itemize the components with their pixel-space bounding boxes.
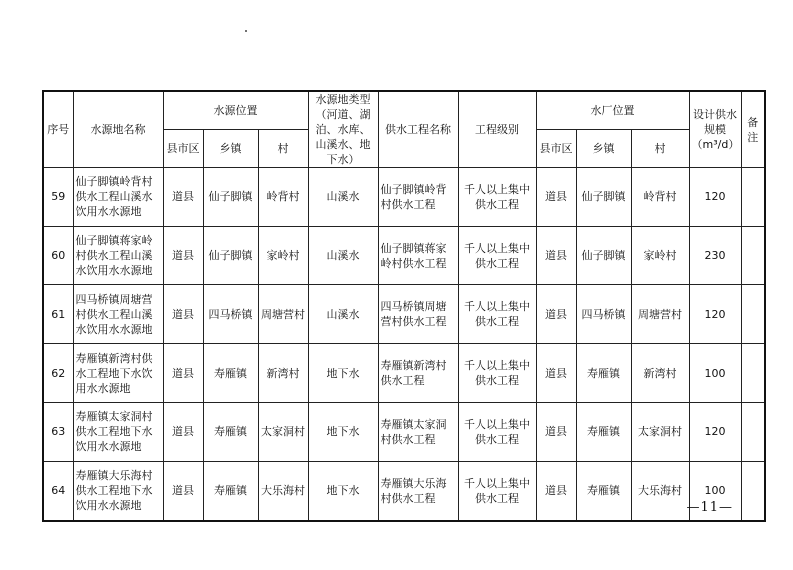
cell-source-name: 四马桥镇周塘营村供水工程山溪水饮用水水源地 bbox=[73, 285, 163, 344]
cell-project-level: 千人以上集中供水工程 bbox=[458, 285, 536, 344]
cell-project-name: 寿雁镇大乐海村供水工程 bbox=[378, 461, 458, 520]
table-row bbox=[43, 402, 765, 461]
header-county: 县市区 bbox=[163, 129, 203, 167]
cell-seq: 61 bbox=[43, 285, 73, 344]
cell-remark bbox=[741, 461, 765, 520]
cell-design-scale: 120 bbox=[689, 168, 741, 227]
cell-township: 寿雁镇 bbox=[203, 402, 258, 461]
cell-village: 新湾村 bbox=[258, 344, 308, 403]
cell-source-name: 寿雁镇大乐海村供水工程地下水饮用水水源地 bbox=[73, 461, 163, 520]
cell-seq: 62 bbox=[43, 344, 73, 403]
cell-seq: 64 bbox=[43, 461, 73, 520]
cell-village: 家岭村 bbox=[258, 226, 308, 285]
cell-village: 岭背村 bbox=[258, 168, 308, 227]
cell-plant-township: 仙子脚镇 bbox=[576, 226, 631, 285]
cell-county: 道县 bbox=[163, 402, 203, 461]
cell-plant-village: 新湾村 bbox=[631, 344, 689, 403]
water-source-table bbox=[42, 90, 766, 522]
cell-project-level: 千人以上集中供水工程 bbox=[458, 461, 536, 520]
cell-project-name: 仙子脚镇蒋家岭村供水工程 bbox=[378, 226, 458, 285]
cell-project-name: 仙子脚镇岭背村供水工程 bbox=[378, 168, 458, 227]
header-source-type-title: 水源地类型 bbox=[315, 93, 371, 106]
cell-plant-township: 四马桥镇 bbox=[576, 285, 631, 344]
header-plant-county: 县市区 bbox=[536, 129, 576, 167]
cell-county: 道县 bbox=[163, 226, 203, 285]
cell-source-name: 寿雁镇新湾村供水工程地下水饮用水水源地 bbox=[73, 344, 163, 403]
header-project-name: 供水工程名称 bbox=[378, 91, 458, 168]
cell-source-type: 山溪水 bbox=[308, 285, 378, 344]
cell-project-level: 千人以上集中供水工程 bbox=[458, 226, 536, 285]
cell-project-level: 千人以上集中供水工程 bbox=[458, 168, 536, 227]
cell-plant-county: 道县 bbox=[536, 344, 576, 403]
table-row bbox=[43, 226, 765, 285]
cell-seq: 63 bbox=[43, 402, 73, 461]
cell-plant-county: 道县 bbox=[536, 402, 576, 461]
cell-design-scale: 100 bbox=[689, 344, 741, 403]
cell-source-type: 山溪水 bbox=[308, 168, 378, 227]
header-plant-village: 村 bbox=[631, 129, 689, 167]
cell-remark bbox=[741, 285, 765, 344]
cell-project-level: 千人以上集中供水工程 bbox=[458, 402, 536, 461]
header-village: 村 bbox=[258, 129, 308, 167]
cell-project-name: 四马桥镇周塘营村供水工程 bbox=[378, 285, 458, 344]
cell-remark bbox=[741, 344, 765, 403]
cell-township: 仙子脚镇 bbox=[203, 226, 258, 285]
cell-plant-township: 寿雁镇 bbox=[576, 461, 631, 520]
cell-design-scale: 120 bbox=[689, 402, 741, 461]
cell-township: 四马桥镇 bbox=[203, 285, 258, 344]
cell-plant-county: 道县 bbox=[536, 168, 576, 227]
scan-speck bbox=[245, 30, 247, 32]
cell-plant-county: 道县 bbox=[536, 285, 576, 344]
cell-plant-township: 寿雁镇 bbox=[576, 344, 631, 403]
cell-source-name: 仙子脚镇蒋家岭村供水工程山溪水饮用水水源地 bbox=[73, 226, 163, 285]
cell-township: 寿雁镇 bbox=[203, 344, 258, 403]
cell-project-level: 千人以上集中供水工程 bbox=[458, 344, 536, 403]
cell-village: 太家洞村 bbox=[258, 402, 308, 461]
cell-plant-village: 家岭村 bbox=[631, 226, 689, 285]
cell-design-scale: 120 bbox=[689, 285, 741, 344]
cell-remark bbox=[741, 168, 765, 227]
header-township: 乡镇 bbox=[203, 129, 258, 167]
cell-village: 周塘营村 bbox=[258, 285, 308, 344]
cell-county: 道县 bbox=[163, 461, 203, 520]
table-row bbox=[43, 344, 765, 403]
header-source-type-options: （河道、湖泊、水库、山溪水、地下水） bbox=[315, 108, 371, 166]
cell-source-type: 地下水 bbox=[308, 402, 378, 461]
cell-source-name: 仙子脚镇岭背村供水工程山溪水饮用水水源地 bbox=[73, 168, 163, 227]
cell-county: 道县 bbox=[163, 168, 203, 227]
cell-plant-county: 道县 bbox=[536, 461, 576, 520]
header-plant-township: 乡镇 bbox=[576, 129, 631, 167]
page-number: —11— bbox=[686, 500, 733, 515]
cell-source-type: 地下水 bbox=[308, 344, 378, 403]
header-source-type bbox=[308, 91, 378, 168]
cell-remark bbox=[741, 226, 765, 285]
header-seq: 序号 bbox=[43, 91, 73, 168]
header-source-name: 水源地名称 bbox=[73, 91, 163, 168]
cell-plant-township: 寿雁镇 bbox=[576, 402, 631, 461]
cell-plant-village: 周塘营村 bbox=[631, 285, 689, 344]
cell-plant-village: 岭背村 bbox=[631, 168, 689, 227]
cell-project-name: 寿雁镇太家洞村供水工程 bbox=[378, 402, 458, 461]
cell-township: 寿雁镇 bbox=[203, 461, 258, 520]
cell-design-scale: 100 bbox=[689, 461, 741, 520]
cell-county: 道县 bbox=[163, 285, 203, 344]
cell-plant-village: 大乐海村 bbox=[631, 461, 689, 520]
header-plant-location: 水厂位置 bbox=[536, 91, 689, 129]
cell-plant-village: 太家洞村 bbox=[631, 402, 689, 461]
cell-seq: 59 bbox=[43, 168, 73, 227]
cell-township: 仙子脚镇 bbox=[203, 168, 258, 227]
table-row bbox=[43, 285, 765, 344]
cell-source-name: 寿雁镇太家洞村供水工程地下水饮用水水源地 bbox=[73, 402, 163, 461]
cell-source-type: 地下水 bbox=[308, 461, 378, 520]
header-remark: 备注 bbox=[741, 91, 765, 168]
cell-seq: 60 bbox=[43, 226, 73, 285]
table-row bbox=[43, 168, 765, 227]
cell-design-scale: 230 bbox=[689, 226, 741, 285]
header-source-location: 水源位置 bbox=[163, 91, 308, 129]
cell-source-type: 山溪水 bbox=[308, 226, 378, 285]
header-design-scale: 设计供水规模（m³/d） bbox=[689, 91, 741, 168]
cell-county: 道县 bbox=[163, 344, 203, 403]
cell-plant-township: 仙子脚镇 bbox=[576, 168, 631, 227]
cell-village: 大乐海村 bbox=[258, 461, 308, 520]
cell-remark bbox=[741, 402, 765, 461]
cell-project-name: 寿雁镇新湾村供水工程 bbox=[378, 344, 458, 403]
header-project-level: 工程级别 bbox=[458, 91, 536, 168]
table-row bbox=[43, 461, 765, 520]
cell-plant-county: 道县 bbox=[536, 226, 576, 285]
